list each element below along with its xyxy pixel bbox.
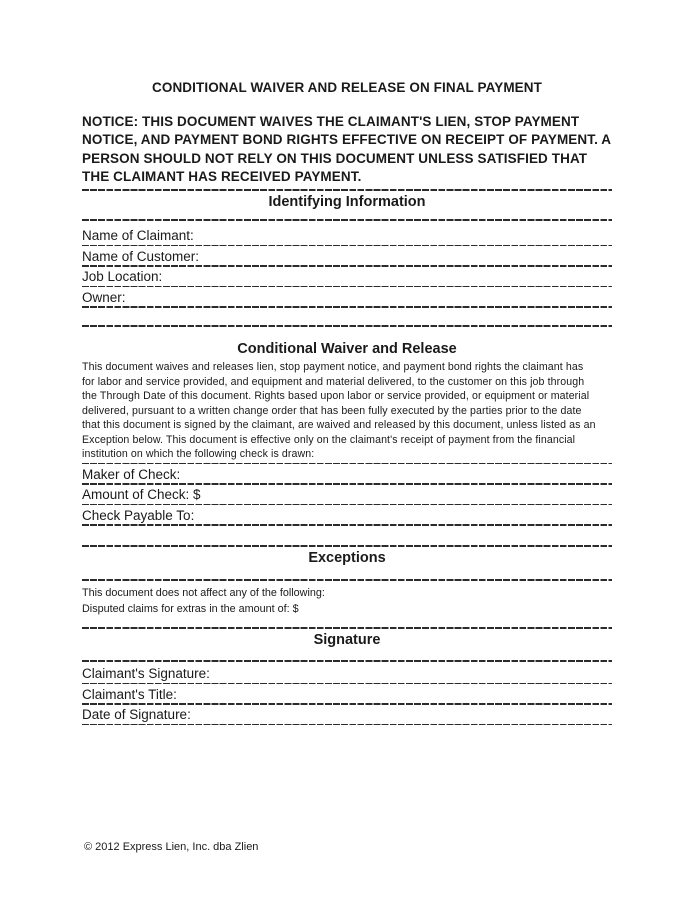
exceptions-body — [82, 585, 612, 617]
waiver-body-line: This document waives and releases lien, stop payment notice, and payment bond rights the claimant has — [82, 361, 584, 374]
waiver-release-heading: Conditional Waiver and Release — [237, 341, 457, 358]
notice-line: THE CLAIMANT HAS RECEIVED PAYMENT. — [82, 169, 362, 185]
field-label: Name of Customer: — [82, 248, 200, 264]
field-blank-line[interactable] — [126, 305, 612, 308]
field-label: Owner: — [82, 289, 126, 305]
identifying-fields — [82, 226, 612, 308]
section-divider-thick — [82, 325, 612, 328]
waiver-body-line: for labor and service provided, and equipment and material delivered, to the customer on this job through — [82, 375, 585, 388]
field-label: Maker of Check: — [82, 466, 181, 482]
signature-heading: Signature — [313, 632, 381, 649]
section-divider-thin — [82, 579, 612, 580]
name-of-claimant-field[interactable] — [82, 226, 612, 247]
name-of-customer-field[interactable] — [82, 246, 612, 267]
section-divider-thin — [82, 219, 612, 220]
field-label: Job Location: — [82, 269, 163, 285]
maker-of-check-field[interactable] — [82, 464, 612, 485]
waiver-body-line: delivered, pursuant to a written change order that has been fully executed by the parties prior to the date — [82, 404, 582, 417]
amount-of-check-field[interactable] — [82, 485, 612, 506]
document-title: CONDITIONAL WAIVER AND RELEASE ON FINAL PAYMENT — [152, 80, 542, 95]
notice-line: NOTICE, AND PAYMENT BOND RIGHTS EFFECTIVE ON RECEIPT OF PAYMENT. A — [82, 132, 612, 148]
disputed-claims-line: Disputed claims for extras in the amount of: $ — [82, 602, 299, 615]
claimants-title-field[interactable] — [82, 684, 612, 705]
field-label: Amount of Check: $ — [82, 487, 201, 503]
section-divider-thick — [82, 545, 612, 548]
waiver-body-paragraph — [82, 360, 612, 462]
claimants-signature-field[interactable] — [82, 664, 612, 685]
waiver-body-line: that this document is signed by the claimant, are waived and released by this document, unless listed as an — [82, 419, 596, 432]
notice-paragraph — [82, 113, 612, 187]
exceptions-heading: Exceptions — [308, 550, 386, 567]
signature-fields — [82, 664, 612, 726]
identifying-information-heading: Identifying Information — [268, 194, 426, 211]
section-divider-thick — [82, 189, 612, 192]
check-fields — [82, 464, 612, 526]
job-location-field[interactable] — [82, 267, 612, 288]
section-divider-thick — [82, 627, 612, 630]
waiver-body-line: institution on which the following check is drawn: — [82, 448, 315, 461]
waiver-body-line: Exception below. This document is effective only on the claimant's receipt of payment from the financial — [82, 433, 576, 446]
notice-line: PERSON SHOULD NOT RELY ON THIS DOCUMENT UNLESS SATISFIED THAT — [82, 150, 588, 166]
field-label: Claimant's Signature: — [82, 666, 210, 682]
section-divider-thin — [82, 660, 612, 661]
field-label: Claimant's Title: — [82, 686, 177, 702]
notice-line: NOTICE: THIS DOCUMENT WAIVES THE CLAIMANT'S LIEN, STOP PAYMENT — [82, 114, 580, 129]
field-label: Name of Claimant: — [82, 228, 194, 244]
field-blank-line[interactable] — [191, 722, 612, 725]
check-payable-to-field[interactable] — [82, 505, 612, 526]
copyright-footer: © 2012 Express Lien, Inc. dba Zlien — [84, 841, 259, 853]
exceptions-intro-line: This document does not affect any of the following: — [82, 586, 325, 599]
field-blank-line[interactable] — [194, 523, 612, 526]
owner-field[interactable] — [82, 287, 612, 308]
date-of-signature-field[interactable] — [82, 705, 612, 726]
field-label: Date of Signature: — [82, 707, 191, 723]
waiver-body-line: the Through Date of this document. Rights based upon labor or service provided, or equipment or material — [82, 390, 590, 403]
field-label: Check Payable To: — [82, 507, 195, 523]
